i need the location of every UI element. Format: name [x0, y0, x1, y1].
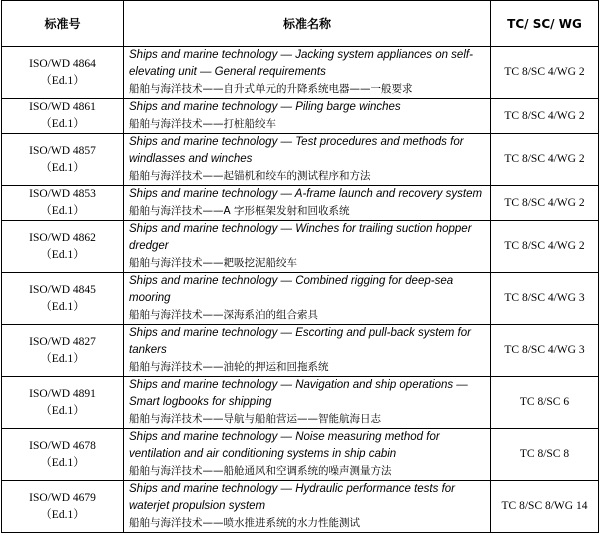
- standard-number: ISO/WD 4864: [29, 57, 96, 70]
- standard-name-zh: 船舶与海洋技术——油轮的押运和回拖系统: [129, 361, 329, 373]
- table-header: [2, 1, 599, 47]
- standard-edition: （Ed.1）: [40, 74, 85, 87]
- committee-cell: TC 8/SC 4/WG 2: [491, 47, 599, 99]
- standard-name-cell: [124, 134, 491, 186]
- standard-number-cell: [2, 325, 124, 377]
- header-committee: TC/ SC/ WG: [491, 1, 599, 47]
- standard-edition: （Ed.1）: [40, 508, 85, 521]
- standard-name-en: Ships and marine technology — Combined rigging for deep-sea mooring: [129, 275, 454, 304]
- standard-name-zh: 船舶与海洋技术——喷水推进系统的水力性能测试: [129, 517, 360, 529]
- standard-name-zh: 船舶与海洋技术——A 字形框架发射和回收系统: [129, 205, 350, 217]
- committee-cell: TC 8/SC 4/WG 2: [491, 221, 599, 273]
- standard-edition: （Ed.1）: [40, 118, 85, 130]
- table-row: [2, 325, 599, 377]
- standard-name-en: Ships and marine technology — A-frame launch and recovery system: [129, 188, 483, 200]
- standard-number-cell: [2, 481, 124, 533]
- standard-edition: （Ed.1）: [40, 404, 85, 417]
- table-row: [2, 186, 599, 221]
- header-standard-name: 标准名称: [124, 1, 491, 47]
- standard-number: ISO/WD 4891: [29, 387, 96, 400]
- standard-name-en: Ships and marine technology — Noise measuring method for ventilation and air conditioning systems in ship cabin: [129, 431, 440, 460]
- standard-name-zh: 船舶与海洋技术——打桩船绞车: [129, 118, 276, 130]
- standard-number-cell: [2, 273, 124, 325]
- committee-cell: TC 8/SC 4/WG 2: [491, 99, 599, 134]
- standard-number-cell: [2, 99, 124, 134]
- table-row: [2, 221, 599, 273]
- standard-number: ISO/WD 4857: [29, 144, 96, 157]
- committee-cell: TC 8/SC 4/WG 2: [491, 186, 599, 221]
- table-row: [2, 47, 599, 99]
- table-row: [2, 134, 599, 186]
- standard-name-cell: [124, 221, 491, 273]
- standard-edition: （Ed.1）: [40, 456, 85, 469]
- standard-name-cell: [124, 99, 491, 134]
- table-row: [2, 481, 599, 533]
- standard-number: ISO/WD 4862: [29, 231, 96, 244]
- header-standard-number: 标准号: [2, 1, 124, 47]
- standard-name-en: Ships and marine technology — Test procedures and methods for windlasses and winches: [129, 136, 464, 165]
- standard-name-cell: [124, 186, 491, 221]
- standard-name-cell: [124, 325, 491, 377]
- standard-name-zh: 船舶与海洋技术——自升式单元的升降系统电器——一般要求: [129, 83, 413, 95]
- committee-cell: TC 8/SC 4/WG 2: [491, 134, 599, 186]
- standard-name-en: Ships and marine technology — Hydraulic performance tests for waterjet propulsion system: [129, 483, 455, 512]
- standard-name-en: Ships and marine technology — Escorting and pull-back system for tankers: [129, 327, 471, 356]
- standard-number: ISO/WD 4827: [29, 335, 96, 348]
- standard-number: ISO/WD 4861: [29, 101, 96, 113]
- table-row: [2, 273, 599, 325]
- standard-edition: （Ed.1）: [40, 161, 85, 174]
- standard-name-zh: 船舶与海洋技术——起锚机和绞车的测试程序和方法: [129, 170, 371, 182]
- standard-name-zh: 船舶与海洋技术——耙吸挖泥船绞车: [129, 257, 297, 269]
- standard-name-cell: [124, 377, 491, 429]
- committee-cell: TC 8/SC 8: [491, 429, 599, 481]
- standard-edition: （Ed.1）: [40, 248, 85, 261]
- table-row: [2, 377, 599, 429]
- table-row: [2, 99, 599, 134]
- standard-number-cell: [2, 134, 124, 186]
- standard-number-cell: [2, 221, 124, 273]
- standard-number: ISO/WD 4678: [29, 439, 96, 452]
- standard-edition: （Ed.1）: [40, 300, 85, 313]
- standard-edition: （Ed.1）: [40, 352, 85, 365]
- committee-cell: TC 8/SC 8/WG 14: [491, 481, 599, 533]
- standard-edition: （Ed.1）: [40, 205, 85, 217]
- standard-number-cell: [2, 186, 124, 221]
- standard-name-zh: 船舶与海洋技术——船舱通风和空调系统的噪声测量方法: [129, 465, 392, 477]
- standards-table: [1, 0, 599, 533]
- standard-name-zh: 船舶与海洋技术——导航与船舶营运——智能航海日志: [129, 413, 381, 425]
- committee-cell: TC 8/SC 6: [491, 377, 599, 429]
- table-row: [2, 429, 599, 481]
- table-body: [2, 47, 599, 533]
- standard-number-cell: [2, 47, 124, 99]
- standard-name-cell: [124, 429, 491, 481]
- standard-number: ISO/WD 4679: [29, 491, 96, 504]
- standard-name-en: Ships and marine technology — Navigation and ship operations — Smart logbooks for shipping: [129, 379, 468, 408]
- standard-name-cell: [124, 273, 491, 325]
- committee-cell: TC 8/SC 4/WG 3: [491, 273, 599, 325]
- standard-name-cell: [124, 481, 491, 533]
- standard-name-en: Ships and marine technology — Winches for trailing suction hopper dredger: [129, 223, 472, 252]
- standard-number: ISO/WD 4845: [29, 283, 96, 296]
- committee-cell: TC 8/SC 4/WG 3: [491, 325, 599, 377]
- standard-name-en: Ships and marine technology — Piling barge winches: [129, 101, 401, 113]
- standard-number-cell: [2, 429, 124, 481]
- standard-name-zh: 船舶与海洋技术——深海系泊的组合索具: [129, 309, 318, 321]
- header-row: [2, 1, 599, 47]
- standard-number: ISO/WD 4853: [29, 188, 96, 200]
- standard-name-cell: [124, 47, 491, 99]
- standard-name-en: Ships and marine technology — Jacking system appliances on self-elevating unit — General requirements: [129, 49, 473, 78]
- standard-number-cell: [2, 377, 124, 429]
